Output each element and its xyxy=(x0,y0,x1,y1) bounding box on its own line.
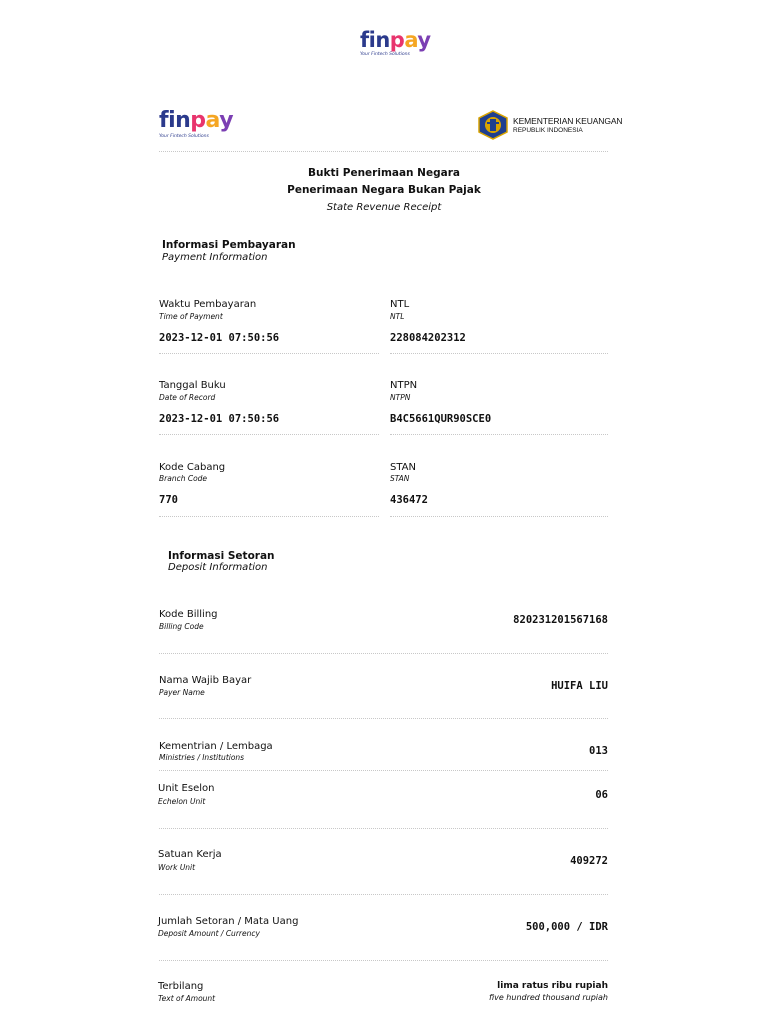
deposit-info-title: Informasi Setoran xyxy=(168,550,275,562)
divider xyxy=(390,516,608,517)
ntpn-value: B4C5661QUR90SCE0 xyxy=(390,413,492,425)
ntl-sublabel: NTL xyxy=(390,312,405,321)
echelon-unit-label: Unit Eselon xyxy=(158,783,215,794)
time-of-payment-sublabel: Time of Payment xyxy=(159,312,223,321)
billing-code-label: Kode Billing xyxy=(159,609,218,620)
divider xyxy=(159,770,608,771)
billing-code-sublabel: Billing Code xyxy=(159,622,204,631)
divider xyxy=(390,434,608,435)
work-unit-value: 409272 xyxy=(570,855,608,867)
ministry-emblem-icon xyxy=(477,110,509,140)
text-of-amount-value-en: five hundred thousand rupiah xyxy=(488,993,608,1002)
work-unit-sublabel: Work Unit xyxy=(158,863,196,872)
branch-code-sublabel: Branch Code xyxy=(159,474,208,483)
ministry-label: Kementrian / Lembaga xyxy=(159,741,273,752)
billing-code-value: 820231201567168 xyxy=(513,614,608,626)
divider xyxy=(159,151,608,152)
finpay-wordmark xyxy=(159,110,233,132)
logo-letter: n xyxy=(375,28,390,52)
branch-code-label: Kode Cabang xyxy=(159,462,226,473)
date-of-record-sublabel: Date of Record xyxy=(159,393,216,402)
logo-letter: a xyxy=(205,108,220,133)
divider xyxy=(159,434,379,435)
receipt-subtitle: State Revenue Receipt xyxy=(326,202,442,213)
divider xyxy=(159,718,608,719)
stan-value: 436472 xyxy=(390,494,428,506)
stan-sublabel: STAN xyxy=(390,474,410,483)
receipt-type: Penerimaan Negara Bukan Pajak xyxy=(287,184,481,196)
ntl-label: NTL xyxy=(390,299,410,310)
text-of-amount-sublabel: Text of Amount xyxy=(158,994,216,1003)
logo-letter: n xyxy=(175,108,191,133)
deposit-amount-sublabel: Deposit Amount / Currency xyxy=(158,929,260,938)
divider xyxy=(159,516,379,517)
stan-label: STAN xyxy=(390,462,417,473)
finpay-logo-document xyxy=(159,110,233,139)
logo-letter: f xyxy=(360,28,369,52)
branch-code-value: 770 xyxy=(159,494,178,506)
payer-name-sublabel: Payer Name xyxy=(159,688,205,697)
payer-name-label: Nama Wajib Bayar xyxy=(159,675,252,686)
divider xyxy=(159,653,608,654)
work-unit-label: Satuan Kerja xyxy=(158,849,222,860)
logo-letter: p xyxy=(389,28,405,52)
divider xyxy=(390,353,608,354)
deposit-info-subtitle: Deposit Information xyxy=(168,562,268,573)
ministry-of-finance-logo xyxy=(477,110,622,140)
divider xyxy=(159,828,608,829)
divider xyxy=(159,960,608,961)
logo-letter: y xyxy=(417,28,431,52)
logo-letter: y xyxy=(219,108,234,133)
logo-letter: p xyxy=(190,108,206,133)
divider xyxy=(159,353,379,354)
divider xyxy=(159,894,608,895)
echelon-unit-sublabel: Echelon Unit xyxy=(158,797,206,806)
logo-letter: i xyxy=(368,28,376,52)
payer-name-value: HUIFA LIU xyxy=(551,680,608,692)
ministry-name: KEMENTERIAN KEUANGAN xyxy=(513,116,623,126)
deposit-amount-value: 500,000 / IDR xyxy=(525,921,608,933)
date-of-record-value: 2023-12-01 07:50:56 xyxy=(159,413,280,425)
finpay-tagline: Your Fintech Solutions xyxy=(360,52,410,57)
payment-info-title: Informasi Pembayaran xyxy=(162,239,296,251)
ministry-country: REPUBLIK INDONESIA xyxy=(513,127,583,134)
logo-letter: f xyxy=(159,108,169,133)
date-of-record-label: Tanggal Buku xyxy=(159,380,226,391)
echelon-unit-value: 06 xyxy=(595,789,608,801)
time-of-payment-label: Waktu Pembayaran xyxy=(159,299,257,310)
receipt-title: Bukti Penerimaan Negara xyxy=(308,167,460,179)
ntpn-label: NTPN xyxy=(390,380,418,391)
finpay-wordmark xyxy=(360,30,431,51)
deposit-amount-label: Jumlah Setoran / Mata Uang xyxy=(158,916,299,927)
time-of-payment-value: 2023-12-01 07:50:56 xyxy=(159,332,280,344)
ministry-sublabel: Ministries / Institutions xyxy=(159,753,245,762)
ministry-value: 013 xyxy=(589,745,608,757)
logo-letter: i xyxy=(168,108,176,133)
ntl-value: 228084202312 xyxy=(390,332,466,344)
ntpn-sublabel: NTPN xyxy=(390,393,411,402)
finpay-tagline: Your Fintech Solutions xyxy=(159,134,209,139)
logo-letter: a xyxy=(404,28,418,52)
text-of-amount-label: Terbilang xyxy=(158,981,204,992)
payment-info-subtitle: Payment Information xyxy=(162,252,268,263)
finpay-logo-top xyxy=(360,30,431,57)
text-of-amount-value: lima ratus ribu rupiah xyxy=(497,981,608,991)
